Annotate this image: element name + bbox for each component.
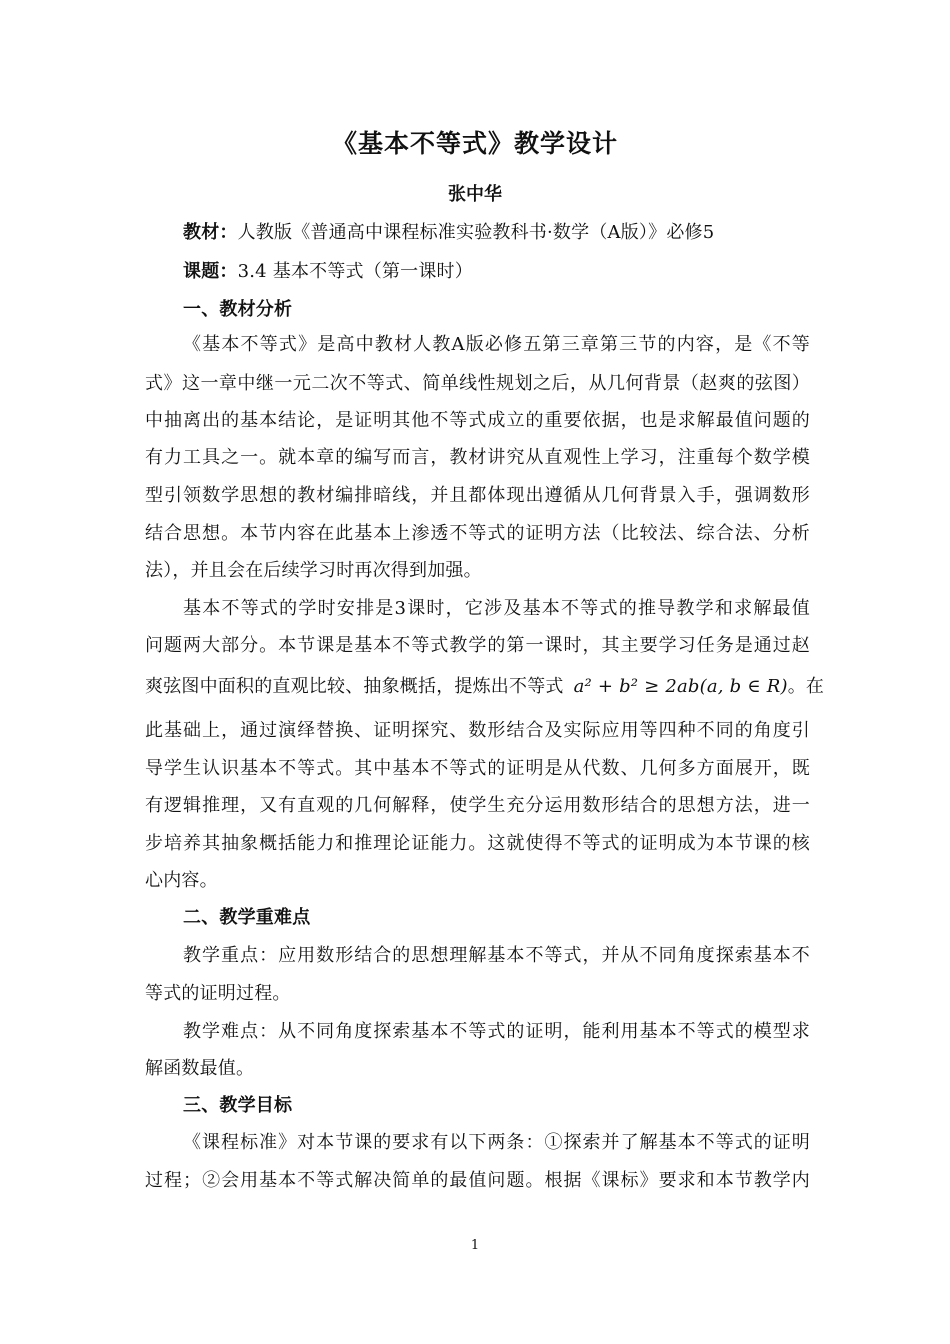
section-heading-3: 三、教学目标 [183, 1095, 293, 1116]
paragraph-line: 结合思想。本节内容在此基本上渗透不等式的证明方法（比较法、综合法、分析 [145, 523, 810, 544]
paragraph-line: 导学生认识基本不等式。其中基本不等式的证明是从代数、几何多方面展开，既 [145, 758, 810, 779]
textbook-label: 教材： [183, 222, 238, 243]
paragraph-line: 步培养其抽象概括能力和推理论证能力。这就使得不等式的证明成为本节课的核 [145, 833, 810, 854]
paragraph-line: 心内容。 [145, 870, 218, 891]
page-number: 1 [470, 1238, 480, 1253]
author-name: 张中华 [448, 184, 502, 205]
topic-line [183, 257, 810, 283]
paragraph-line: 法），并且会在后续学习时再次得到加强。 [145, 560, 482, 581]
paragraph-line: 基本不等式的学时安排是3课时，它涉及基本不等式的推导教学和求解最值 [183, 598, 810, 619]
formula-trail-text: 。在 [787, 676, 825, 697]
paragraph-line: 教学重点：应用数形结合的思想理解基本不等式，并从不同角度探索基本不 [183, 945, 810, 966]
paragraph-line: 型引领数学思想的教材编排暗线，并且都体现出遵循从几何背景入手，强调数形 [145, 485, 810, 506]
paragraph-line: 解函数最值。 [145, 1058, 255, 1079]
paragraph-line: 有逻辑推理，又有直观的几何解释，使学生充分运用数形结合的思想方法，进一 [145, 795, 810, 816]
paragraph-line: 《基本不等式》是高中教材人教A版必修五第三章第三节的内容，是《不等 [183, 334, 810, 355]
paragraph-line: 《课程标准》对本节课的要求有以下两条：①探索并了解基本不等式的证明 [183, 1132, 810, 1153]
section-heading-1: 一、教材分析 [183, 299, 293, 320]
topic-label: 课题： [183, 261, 238, 282]
section-heading-2: 二、教学重难点 [183, 907, 311, 928]
topic-value: 3.4 基本不等式（第一课时） [237, 261, 473, 282]
paragraph-line: 问题两大部分。本节课是基本不等式教学的第一课时，其主要学习任务是通过赵 [145, 635, 810, 656]
paragraph-line-with-formula [145, 672, 825, 698]
paragraph-line: 此基础上，通过演绎替换、证明探究、数形结合及实际应用等四种不同的角度引 [145, 720, 810, 741]
paragraph-line: 教学难点：从不同角度探索基本不等式的证明，能利用基本不等式的模型求 [183, 1021, 810, 1042]
paragraph-line: 有力工具之一。就本章的编写而言，教材讲究从直观性上学习，注重每个数学模 [145, 447, 810, 468]
textbook-value: 人教版《普通高中课程标准实验教科书·数学（A版）》必修5 [237, 222, 715, 243]
paragraph-line: 等式的证明过程。 [145, 983, 291, 1004]
textbook-line [183, 218, 810, 244]
paragraph-line: 中抽离出的基本结论，是证明其他不等式成立的重要依据，也是求解最值问题的 [145, 410, 810, 431]
document-title: 《基本不等式》教学设计 [331, 129, 618, 158]
formula-lead-text: 爽弦图中面积的直观比较、抽象概括，提炼出不等式 [145, 676, 564, 697]
paragraph-line: 式》这一章中继一元二次不等式、简单线性规划之后，从几何背景（赵爽的弦图） [145, 373, 810, 394]
inequality-formula: a² + b² ≥ 2ab(a, b ∈ R) [573, 676, 788, 697]
paragraph-line: 过程；②会用基本不等式解决简单的最值问题。根据《课标》要求和本节教学内 [145, 1170, 810, 1191]
